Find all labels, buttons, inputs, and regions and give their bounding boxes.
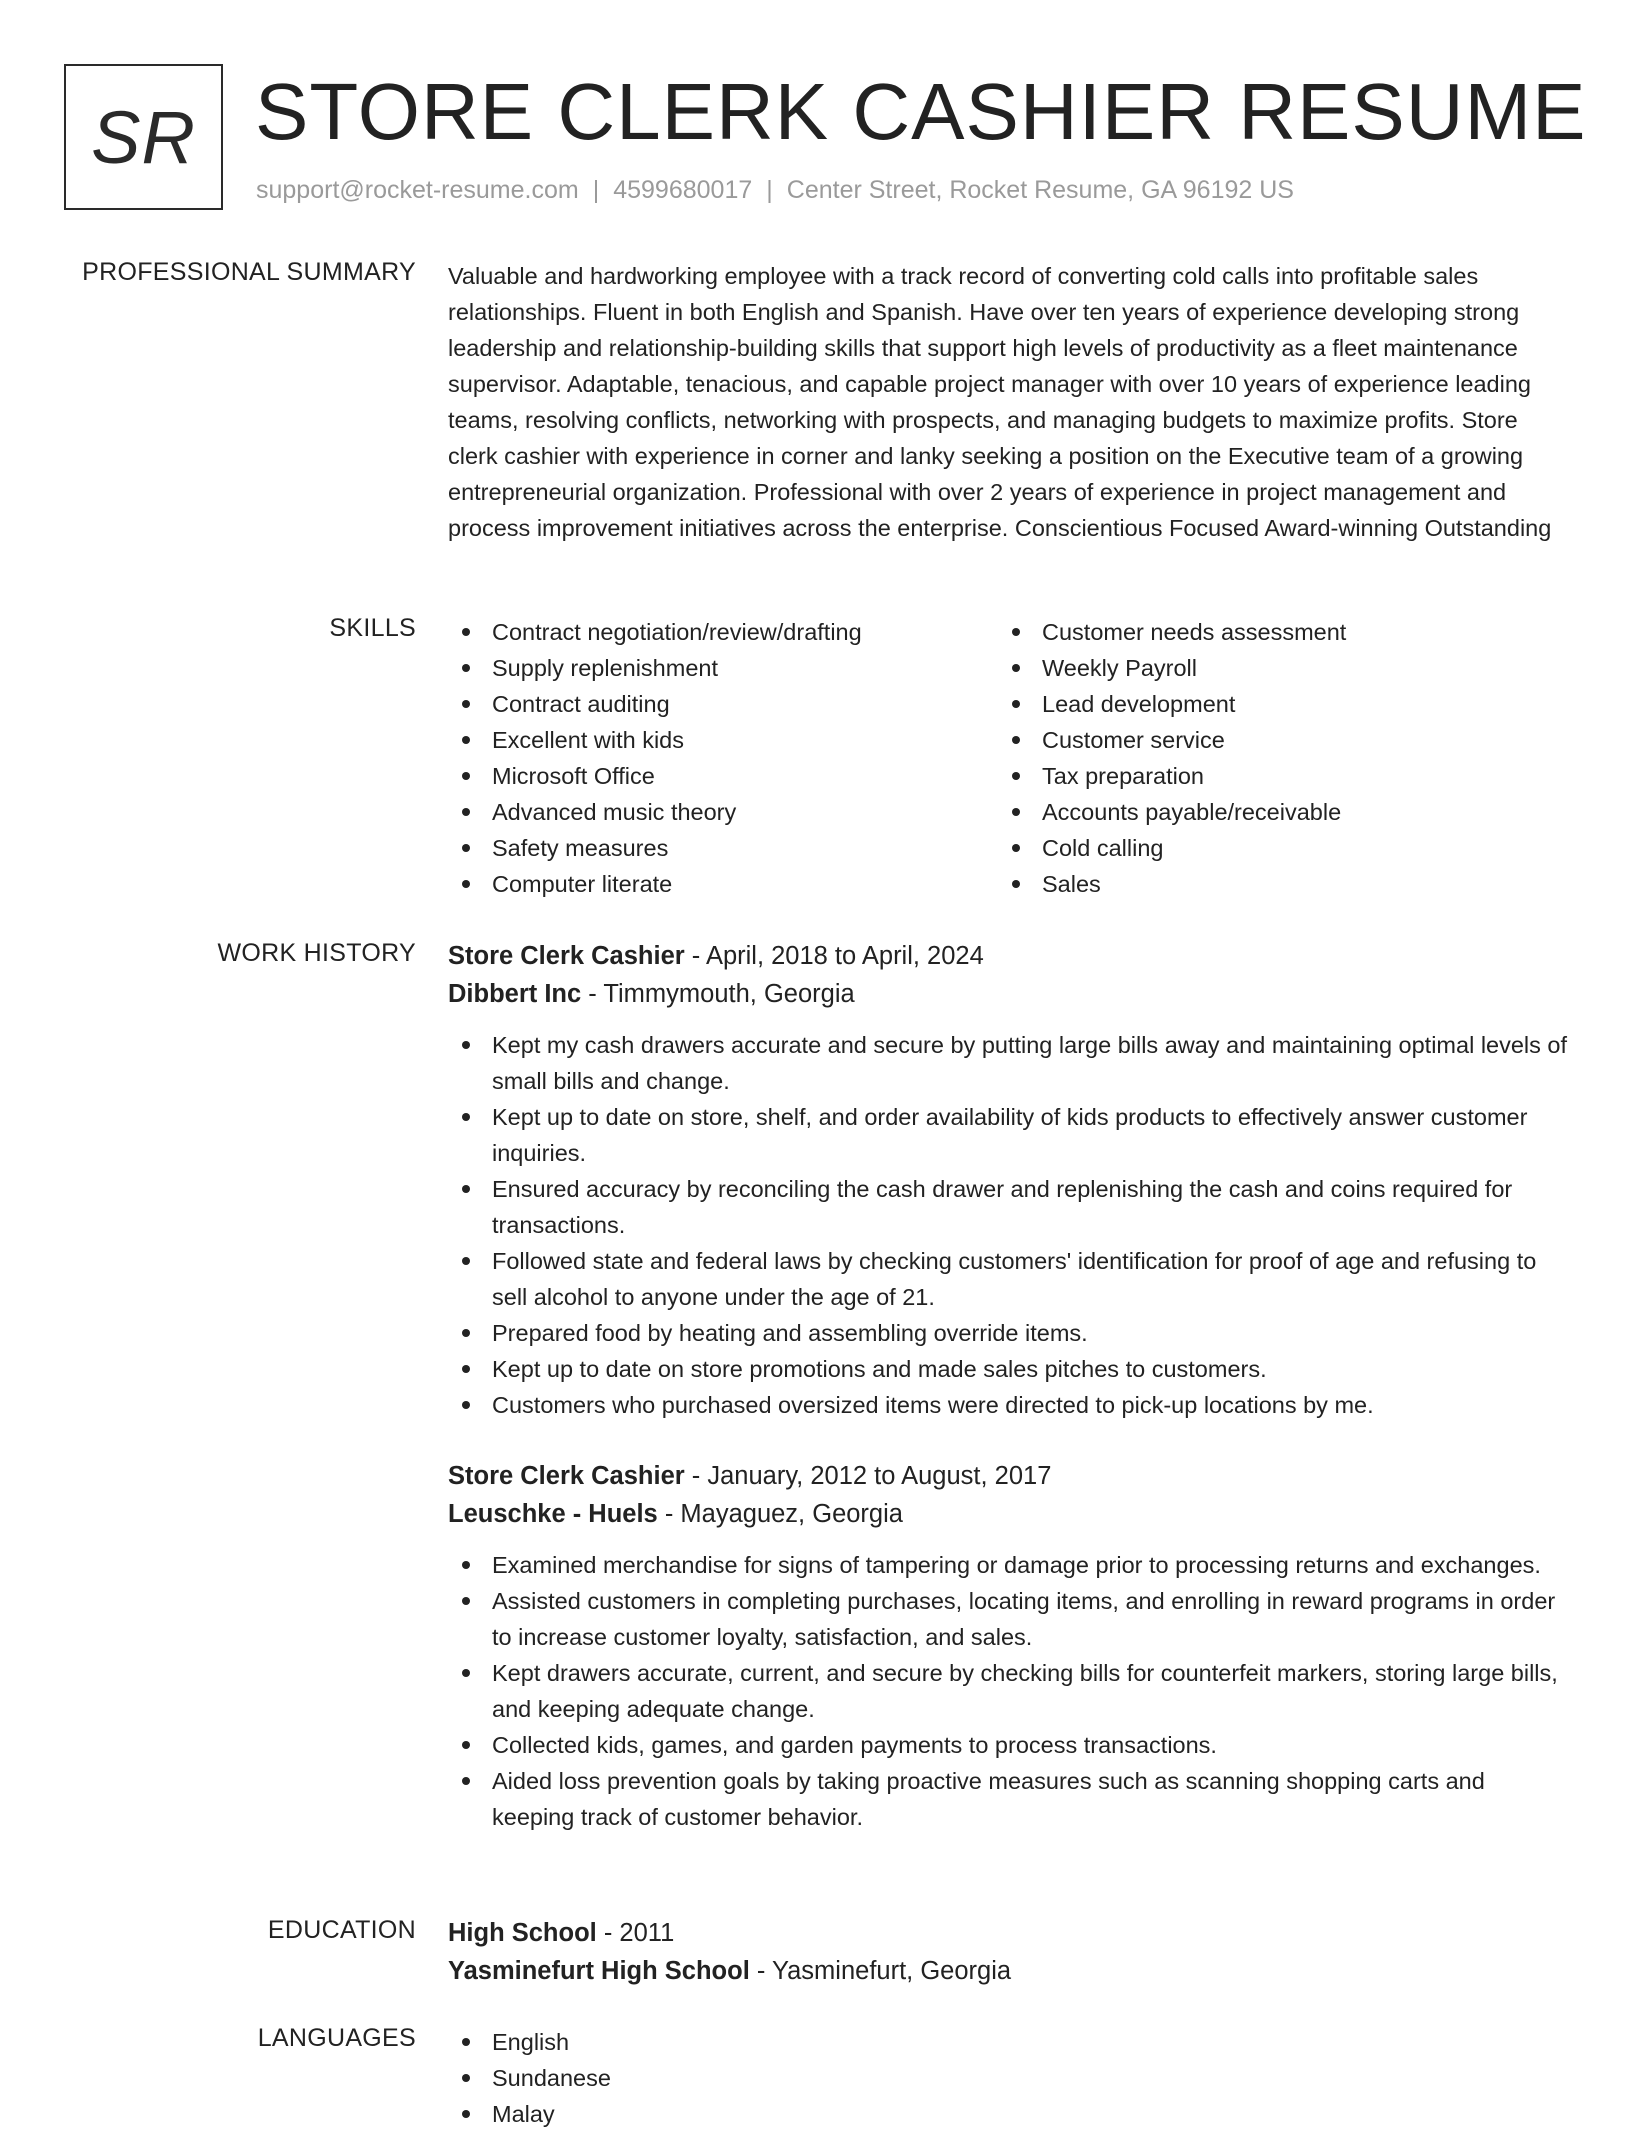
skills-list-right bbox=[998, 614, 1548, 902]
job-location: - Mayaguez, Georgia bbox=[657, 1500, 903, 1528]
skill-item: Sales bbox=[998, 866, 1548, 902]
skill-item: Weekly Payroll bbox=[998, 650, 1548, 686]
contact-separator: | bbox=[766, 176, 773, 204]
job-duty-item: Assisted customers in completing purchases, locating items, and enrolling in reward programs in order to increase customer loyalty, satisfaction, and sales. bbox=[448, 1583, 1568, 1655]
job-duty-item: Followed state and federal laws by checking customers' identification for proof of age and refusing to sell alcohol to anyone under the age of 21. bbox=[448, 1243, 1568, 1315]
skill-item: Microsoft Office bbox=[448, 758, 998, 794]
skill-item: Cold calling bbox=[998, 830, 1548, 866]
resume-header bbox=[64, 64, 1587, 210]
languages-list bbox=[448, 2024, 1568, 2132]
monogram-initials: SR bbox=[91, 95, 196, 179]
skill-item: Computer literate bbox=[448, 866, 998, 902]
skills-body bbox=[448, 614, 1568, 902]
skill-item: Advanced music theory bbox=[448, 794, 998, 830]
skill-item: Safety measures bbox=[448, 830, 998, 866]
job-duty-item: Examined merchandise for signs of tampering or damage prior to processing returns and exchanges. bbox=[448, 1547, 1568, 1583]
job-duty-item: Kept drawers accurate, current, and secure by checking bills for counterfeit markers, storing large bills, and keeping adequate change. bbox=[448, 1655, 1568, 1727]
education-degree-line bbox=[448, 1914, 1568, 1952]
summary-heading: PROFESSIONAL SUMMARY bbox=[82, 258, 416, 286]
skills-list-left bbox=[448, 614, 998, 902]
skill-item: Accounts payable/receivable bbox=[998, 794, 1548, 830]
job-duty-item: Kept up to date on store, shelf, and order availability of kids products to effectively answer customer inquiries. bbox=[448, 1099, 1568, 1171]
job-duty-item: Aided loss prevention goals by taking proactive measures such as scanning shopping carts and keeping track of customer behavior. bbox=[448, 1763, 1568, 1835]
job-company: Leuschke - Huels bbox=[448, 1500, 658, 1528]
skill-item: Contract negotiation/review/drafting bbox=[448, 614, 998, 650]
job-duty-item: Kept up to date on store promotions and made sales pitches to customers. bbox=[448, 1351, 1568, 1387]
job-dates: - April, 2018 to April, 2024 bbox=[684, 942, 984, 970]
monogram-box bbox=[64, 64, 223, 210]
resume-title: STORE CLERK CASHIER RESUME bbox=[255, 67, 1587, 156]
skills-heading: SKILLS bbox=[329, 614, 416, 642]
summary-body bbox=[448, 258, 1568, 546]
summary-text: Valuable and hardworking employee with a track record of converting cold calls into profitable sales relationships. Fluent in both English and Spanish. Have over ten years of experience developing strong leadership and relationship-building skills that support high levels of productivity as a fleet maintenance supervisor. Adaptable, tenacious, and capable project manager with over 10 years of experience leading teams, resolving conflicts, networking with prospects, and managing budgets to maximize profits. Store clerk cashier with experience in corner and lanky seeking a position on the Executive team of a growing entrepreneurial organization. Professional with over 2 years of experience in project management and process improvement initiatives across the enterprise. Conscientious Focused Award-winning Outstanding bbox=[448, 263, 1552, 541]
work-history-body bbox=[448, 937, 1568, 1835]
skill-item: Excellent with kids bbox=[448, 722, 998, 758]
job-dates: - January, 2012 to August, 2017 bbox=[684, 1462, 1052, 1490]
contact-phone[interactable]: 4599680017 bbox=[613, 176, 753, 204]
education-degree: High School bbox=[448, 1919, 597, 1947]
skill-item: Contract auditing bbox=[448, 686, 998, 722]
job-title-line bbox=[448, 1457, 1568, 1495]
job-title: Store Clerk Cashier bbox=[448, 942, 685, 970]
job-entry bbox=[448, 1457, 1568, 1835]
education-body bbox=[448, 1914, 1568, 1990]
job-duty-item: Customers who purchased oversized items were directed to pick-up locations by me. bbox=[448, 1387, 1568, 1423]
job-duties-list bbox=[448, 1547, 1568, 1835]
skill-item: Customer needs assessment bbox=[998, 614, 1548, 650]
education-year: - 2011 bbox=[596, 1919, 675, 1947]
job-duty-item: Ensured accuracy by reconciling the cash drawer and replenishing the cash and coins required for transactions. bbox=[448, 1171, 1568, 1243]
skill-item: Tax preparation bbox=[998, 758, 1548, 794]
job-title: Store Clerk Cashier bbox=[448, 1462, 685, 1490]
contact-separator: | bbox=[592, 176, 600, 204]
education-school: Yasminefurt High School bbox=[448, 1957, 750, 1985]
work-history-heading: WORK HISTORY bbox=[217, 939, 416, 967]
education-school-line bbox=[448, 1952, 1568, 1990]
contact-line bbox=[256, 176, 1294, 205]
language-item: Malay bbox=[448, 2096, 1568, 2132]
education-heading: EDUCATION bbox=[267, 1916, 416, 1944]
contact-email[interactable]: support@rocket-resume.com bbox=[256, 176, 579, 204]
job-company: Dibbert Inc bbox=[448, 980, 582, 1008]
education-location: - Yasminefurt, Georgia bbox=[749, 1957, 1012, 1985]
job-location: - Timmymouth, Georgia bbox=[581, 980, 855, 1008]
languages-body bbox=[448, 2024, 1568, 2132]
skill-item: Customer service bbox=[998, 722, 1548, 758]
job-company-line bbox=[448, 975, 1568, 1013]
job-company-line bbox=[448, 1495, 1568, 1533]
language-item: English bbox=[448, 2024, 1568, 2060]
job-duty-item: Collected kids, games, and garden payments to process transactions. bbox=[448, 1727, 1568, 1763]
contact-address: Center Street, Rocket Resume, GA 96192 US bbox=[786, 176, 1294, 204]
job-title-line bbox=[448, 937, 1568, 975]
languages-heading: LANGUAGES bbox=[257, 2024, 416, 2052]
job-duties-list bbox=[448, 1027, 1568, 1423]
job-duty-item: Kept my cash drawers accurate and secure by putting large bills away and maintaining optimal levels of small bills and change. bbox=[448, 1027, 1568, 1099]
job-duty-item: Prepared food by heating and assembling override items. bbox=[448, 1315, 1568, 1351]
skill-item: Supply replenishment bbox=[448, 650, 998, 686]
skill-item: Lead development bbox=[998, 686, 1548, 722]
job-entry bbox=[448, 937, 1568, 1423]
language-item: Sundanese bbox=[448, 2060, 1568, 2096]
